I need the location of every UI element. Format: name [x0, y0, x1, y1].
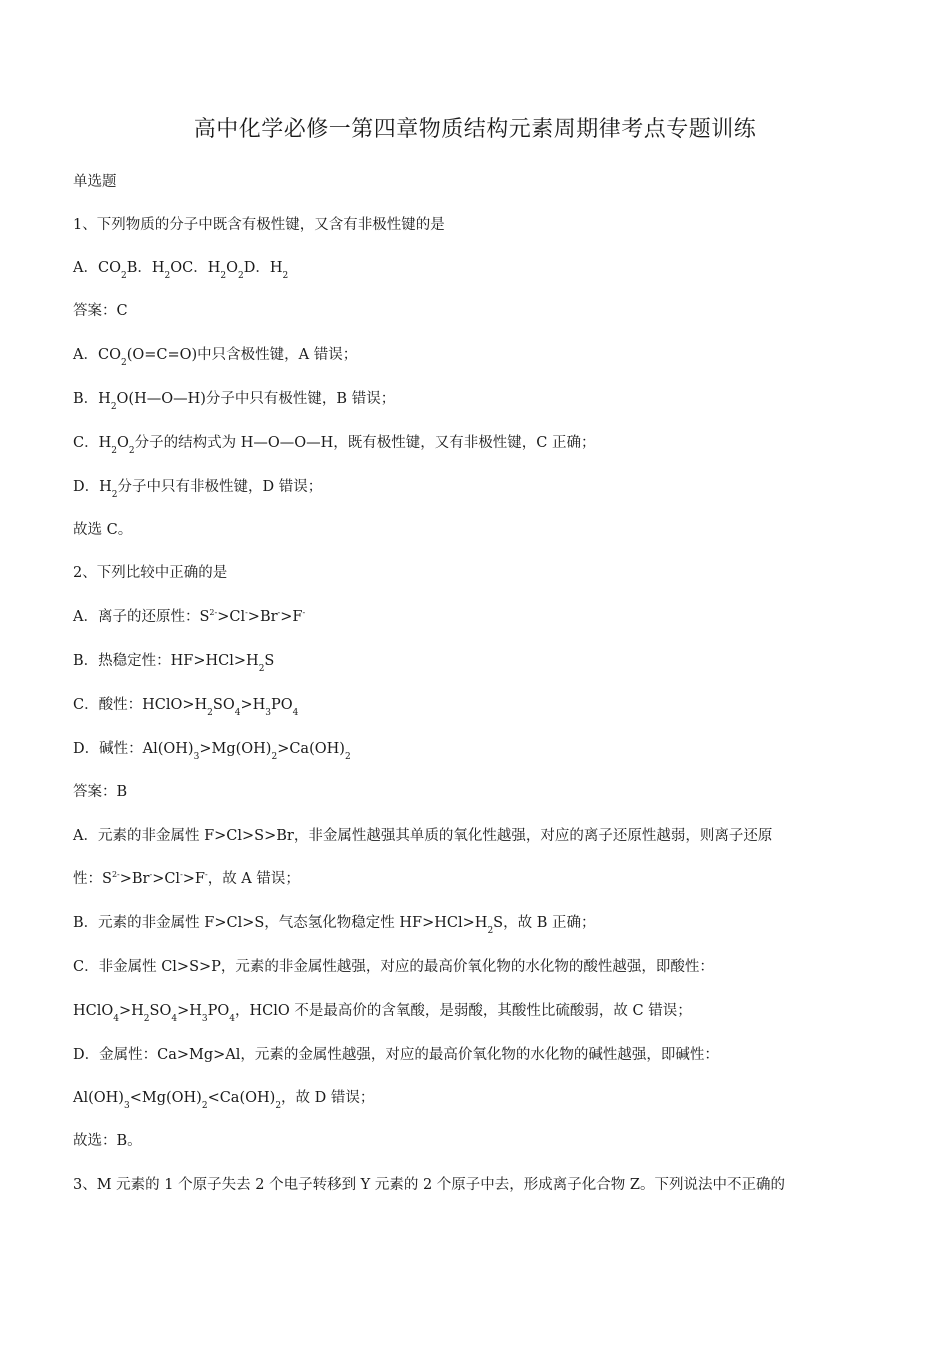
q2-explanation-d-line2: $Al(OH)_3<Mg(OH)_2<Ca(OH)_2$，故 D 错误； [73, 1090, 375, 1111]
q2-explanation-c-line2: $HClO_4>H_2SO_4>H_3PO_4$，HClO 不是最高价的含氧酸，是弱酸，其酸性比硫酸弱，故 C 错误； [73, 1003, 692, 1024]
q2-stem: 2、下列比较中正确的是 [73, 565, 228, 581]
q1-option-c: C．$H_2O_2$ [182, 260, 244, 281]
q1-option-d: D．$H_2$ [243, 260, 289, 281]
q1-options [73, 258, 289, 281]
q1-stem: 1、下列物质的分子中既含有极性键，又含有非极性键的是 [73, 217, 445, 233]
q1-explanation-d: D．$H_2$分子中只有非极性键，D 错误； [73, 479, 323, 500]
q2-option-b: B．热稳定性：$HF>HCl>H_2S$ [73, 653, 275, 674]
q2-explanation-c-line1: C．非金属性 Cl>S>P，元素的非金属性越强，对应的最高价氧化物的水化物的酸性越强，即酸性： [73, 959, 714, 975]
q1-conclusion: 故选 C。 [73, 522, 133, 538]
document-title: 高中化学必修一第四章物质结构元素周期律考点专题训练 [193, 117, 757, 142]
q1-option-a: A．$CO_2$ [73, 260, 127, 281]
q1-option-b: B．$H_2O$ [126, 260, 183, 281]
q2-explanation-b: B．元素的非金属性 F>Cl>S，气态氢化物稳定性 $HF>HCl>H_2S$，故 B 正确； [73, 915, 596, 936]
q1-explanation-a: A．$CO_2(O=C=O)$中只含极性键，A 错误； [73, 347, 358, 368]
q2-option-c: C．酸性：$HClO>H_2SO_4>H_3PO_4$ [73, 697, 299, 718]
q1-answer: 答案：C [73, 303, 128, 319]
section-heading: 单选题 [73, 174, 117, 190]
q2-option-d: D．碱性：$Al(OH)_3>Mg(OH)_2>Ca(OH)_2$ [73, 741, 351, 762]
q2-option-a: A．离子的还原性：$S^{2-}>Cl^->Br^->F^-$ [73, 608, 306, 625]
q3-stem: 3、M 元素的 1 个原子失去 2 个电子转移到 Y 元素的 2 个原子中去，形成离子化合物 Z。下列说法中不正确的 [73, 1177, 785, 1193]
q2-explanation-a-line1: A．元素的非金属性 F>Cl>S>Br，非金属性越强其单质的氧化性越强，对应的离子还原性越弱，则离子还原 [73, 828, 773, 844]
q1-explanation-b: B．$H_2O(H—O—H)$分子中只有极性键，B 错误； [73, 391, 396, 412]
q2-explanation-d-line1: D．金属性：Ca>Mg>Al，元素的金属性越强，对应的最高价氧化物的水化物的碱性越强，即碱性： [73, 1047, 719, 1063]
q2-conclusion: 故选：B。 [73, 1133, 142, 1149]
q2-explanation-a-line2: 性：$S^{2-}>Br^->Cl^->F^-$，故 A 错误； [73, 870, 300, 887]
q1-explanation-c: C．$H_2O_2$分子的结构式为 H—O—O—H，既有极性键，又有非极性键，C 正确； [73, 435, 596, 456]
q2-answer: 答案：B [73, 784, 128, 800]
